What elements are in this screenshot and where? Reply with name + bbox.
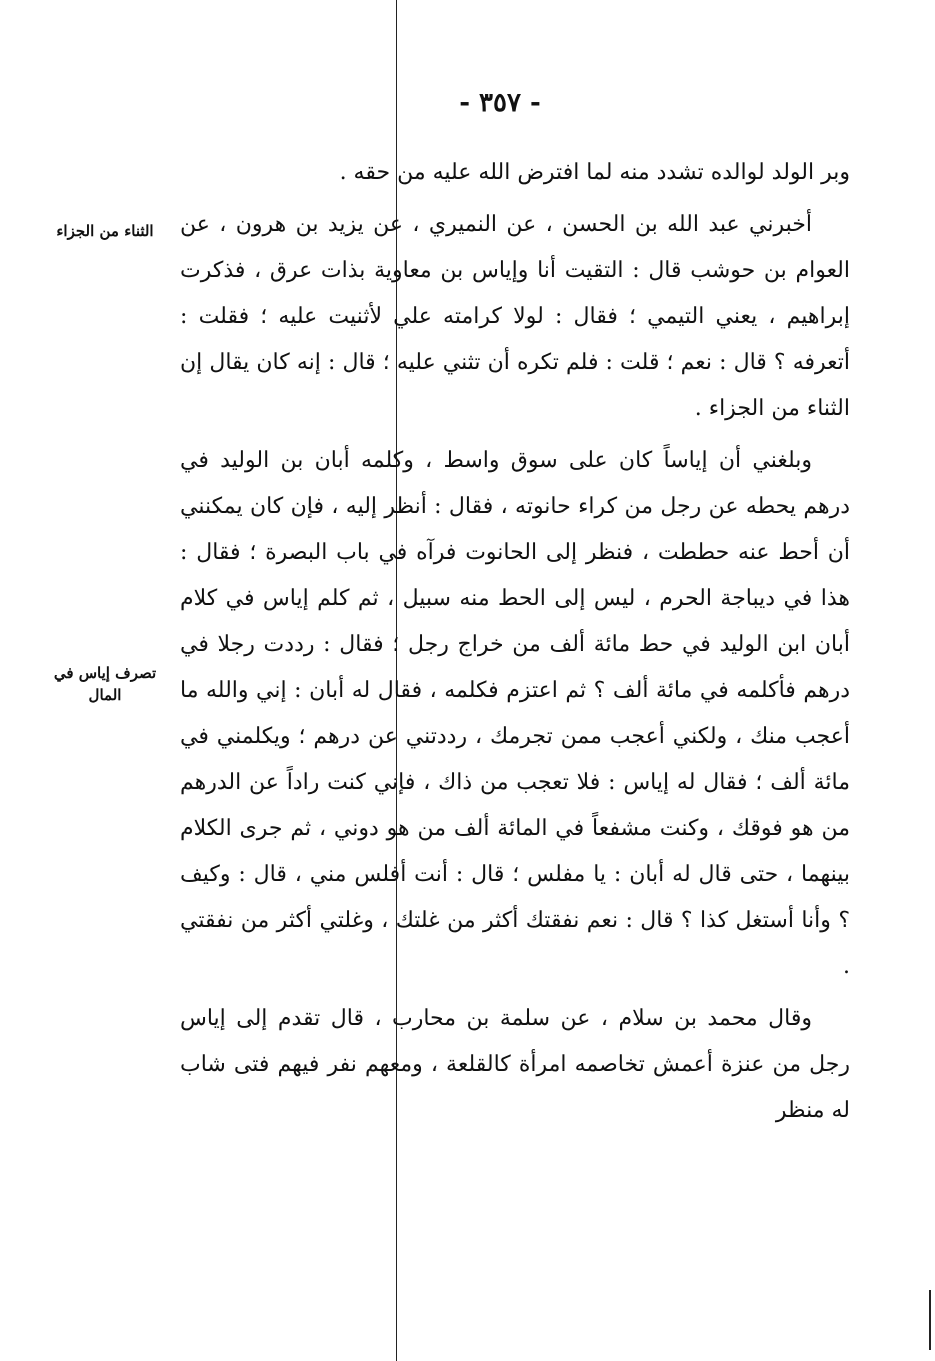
margin-note-iyas-money: تصرف إياس في المال	[53, 664, 157, 704]
margin-note-praise: الثناء من الجزاء	[56, 222, 154, 240]
paragraph-3: وبلغني أن إياساً كان على سوق واسط ، وكلمه أبان بن الوليد في درهم يحطه عن رجل من كراء حانوته ، فقال : أنظر إليه ، فإن كان يمكنني أن أحط عنه حططت ، فنظر إلى الحانوت فرآه في باب البصرة ؛ فقال : هذا في ديباجة الحرم ، ليس إلى الحط منه سبيل ، ثم كلم إياس في كلام أبان ابن الوليد في حط مائة ألف من خراج رجل ؛ فقال : رددت رجلا في درهم فأكلمه في مائة ألف ؟ ثم اعتزم فكلمه ، فقال له أبان : إني والله ما أعجب منك ، ولكني أعجب ممن تجرمك ، رددتني عن درهم ؛ ويكلمني في مائة ألف ؛ فقال له إياس : فلا تعجب من ذاك ، فإني كنت راداً عن الدرهم من هو فوقك ، وكنت مشفعاً في المائة ألف من هو دوني ، ثم جرى الكلام بينهما ، حتى قال له أبان : يا مفلس ؛ قال : أنت أفلس مني ، قال : وكيف ؟ وأنا أستغل كذا ؟ قال : نعم نفقتك أكثر من غلتك ، وغلتي أكثر من نفقتي .	[180, 448, 850, 979]
paragraph-2: أخبرني عبد الله بن الحسن ، عن النميري ، عن يزيد بن هرون ، عن العوام بن حوشب قال : التقيت أنا وإياس بن معاوية بذات عرق ، فذكرت إبراهيم ، يعني التيمي ؛ فقال : لولا كرامته علي لأثنيت عليه ؛ فقلت : أتعرفه ؟ قال : نعم ؛ قلت : فلم تكره أن تثني عليه ؛ قال : إنه كان يقال إن الثناء من الجزاء .	[180, 212, 850, 421]
paragraph-4: وقال محمد بن سلام ، عن سلمة بن محارب ، قال تقدم إلى إياس رجل من عنزة أعمش تخاصمه امرأة كالقلعة ، ومعهم نفر فيهم فتى شاب له منظر	[180, 1006, 850, 1123]
paragraph-1: وبر الولد لوالده تشدد منه لما افترض الله عليه من حقه .	[339, 160, 850, 185]
page-number: - ٣٥٧ -	[459, 88, 541, 118]
page-edge-mark	[929, 1290, 931, 1350]
main-text-column	[180, 150, 850, 1310]
